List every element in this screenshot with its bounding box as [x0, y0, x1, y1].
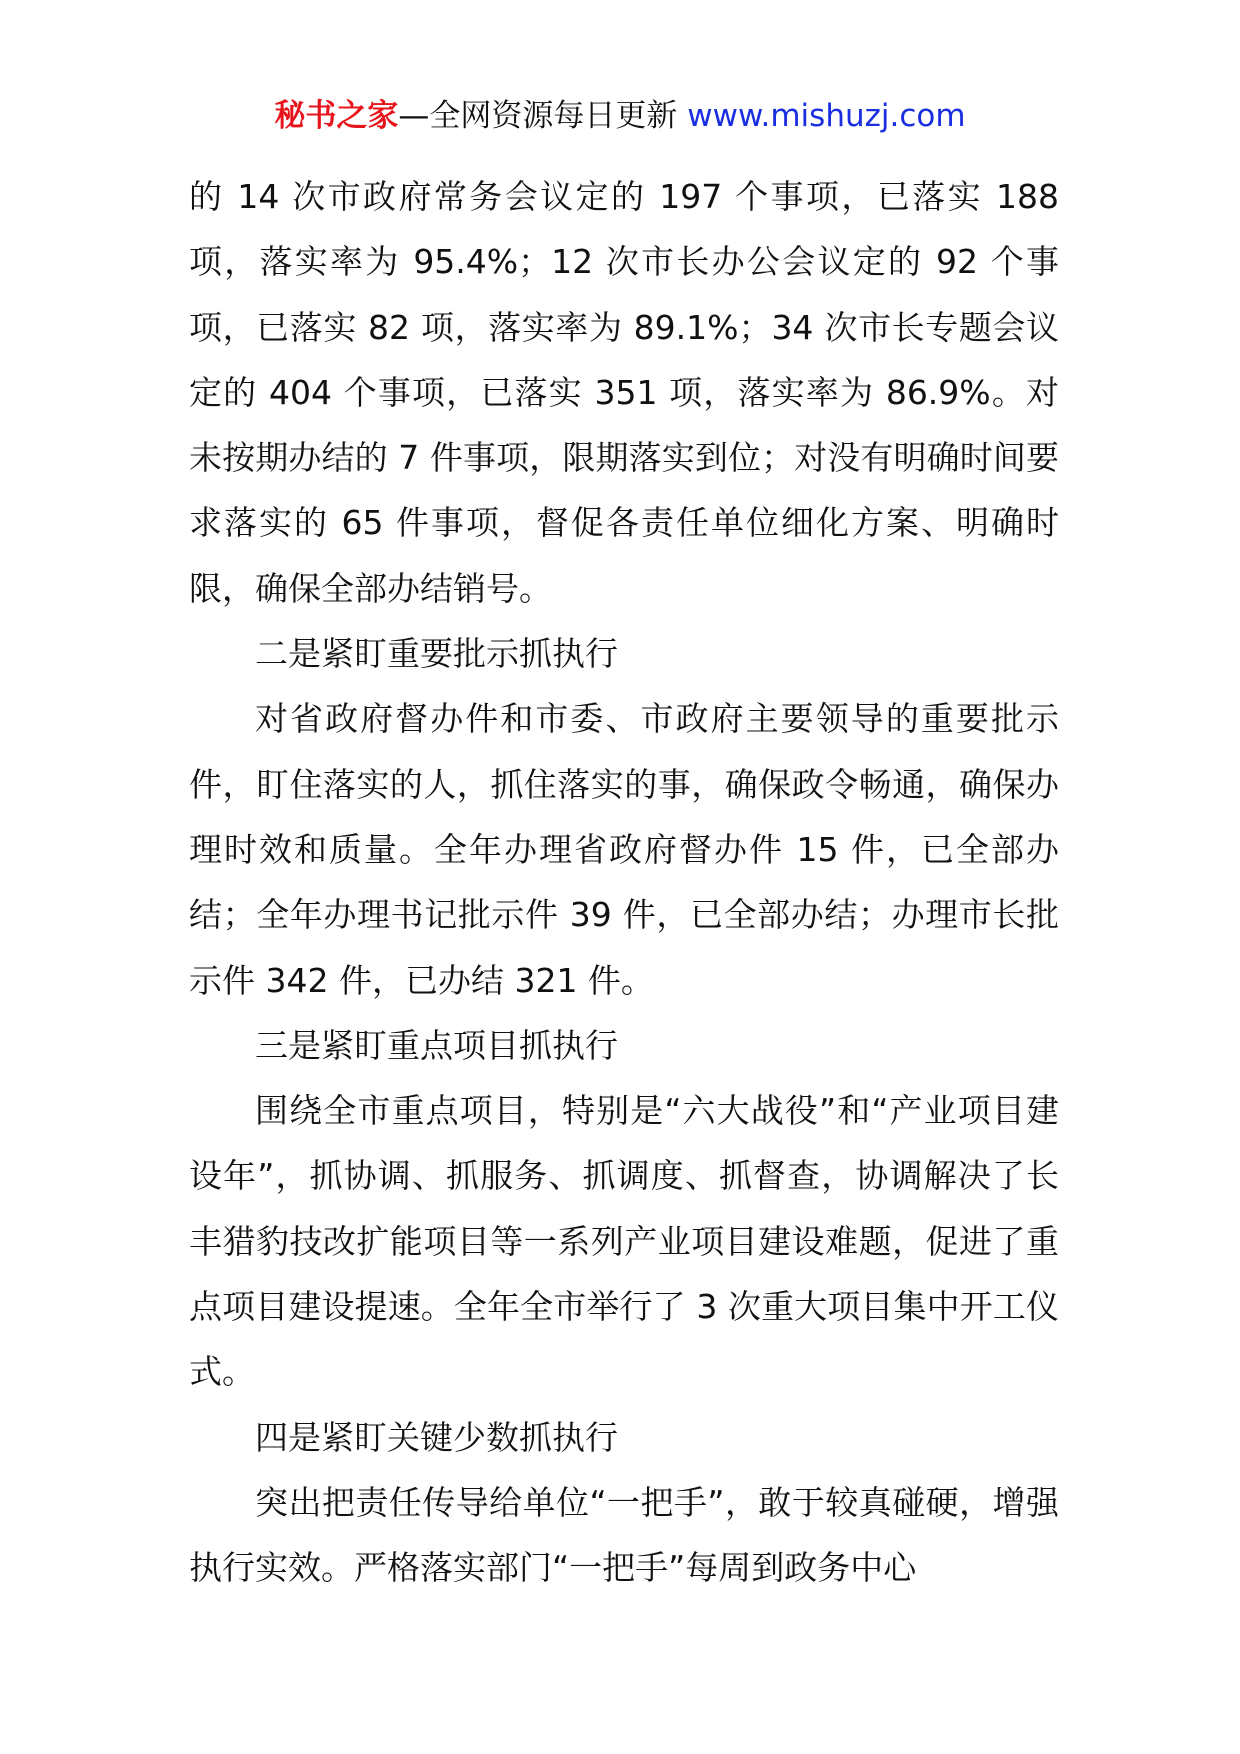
site-tagline: —全网资源每日更新 — [398, 98, 678, 134]
site-url-link[interactable]: www.mishuzj.com — [687, 98, 966, 134]
paragraph: 对省政府督办件和市委、市政府主要领导的重要批示件，盯住落实的人，抓住落实的事，确保政令畅通，确保办理时效和质量。全年办理省政府督办件 15 件，已全部办结；全年办理书记批示件 39 件，已全部办结；办理市长批示件 342 件，已办结 321 件。 — [189, 699, 1059, 1000]
site-brand: 秘书之家 — [274, 98, 399, 134]
paragraph-continued: 的 14 次市政府常务会议定的 197 个事项，已落实 188 项，落实率为 95.4%；12 次市长办公会议定的 92 个事项，已落实 82 项，落实率为 89.1%；34 次市长专题会议定的 404 个事项，已落实 351 项，落实率为 86.9%。对未按期办结的 7 件事项，限期落实到位；对没有明确时间要求落实的 65 件事项，督促各责任单位细化方案、明确时限，确保全部办结销号。 — [189, 177, 1059, 608]
document-body — [189, 164, 1059, 1601]
section-heading-3: 三是紧盯重点项目抓执行 — [255, 1025, 618, 1065]
site-header — [0, 94, 1240, 138]
paragraph: 围绕全市重点项目，特别是“六大战役”和“产业项目建设年”，抓协调、抓服务、抓调度、抓督查，协调解决了长丰猎豹技改扩能项目等一系列产业项目建设难题，促进了重点项目建设提速。全年全市举行了 3 次重大项目集中开工仪式。 — [189, 1091, 1059, 1392]
section-heading-2: 二是紧盯重要批示抓执行 — [255, 634, 618, 674]
paragraph: 突出把责任传导给单位“一把手”，敢于较真碰硬，增强执行实效。严格落实部门“一把手”每周到政务中心 — [189, 1482, 1059, 1588]
section-heading-4: 四是紧盯关键少数抓执行 — [255, 1417, 618, 1457]
